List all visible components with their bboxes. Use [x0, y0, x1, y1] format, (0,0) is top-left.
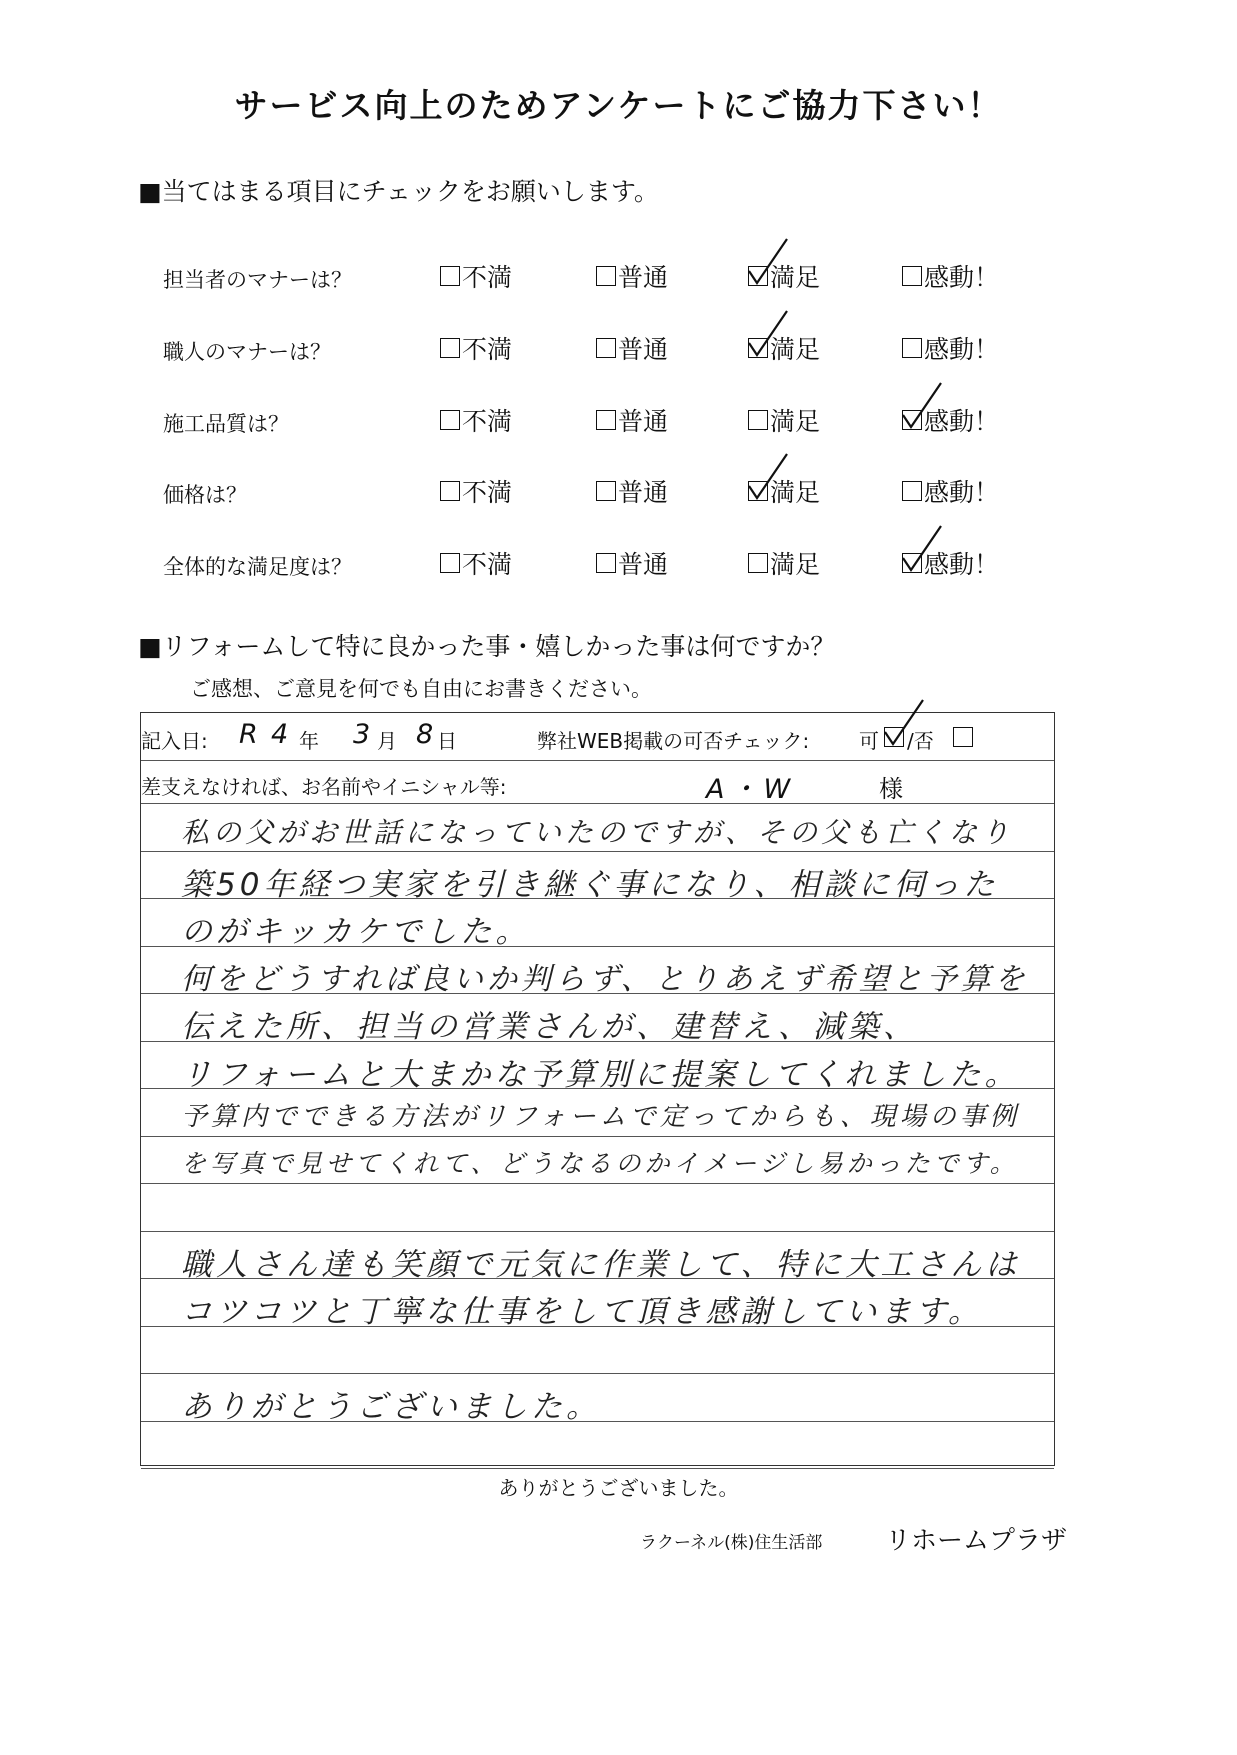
comment-form — [140, 712, 1055, 1466]
rating-option-label: 不満 — [462, 407, 513, 436]
rating-option-label: 不満 — [462, 335, 513, 364]
ruled-line — [141, 1183, 1054, 1184]
ruled-line — [141, 1136, 1054, 1137]
rating-option[interactable] — [440, 330, 512, 366]
comment-line: 予算内でできる方法がリフォームで定ってからも、現場の事例 — [181, 1102, 1020, 1132]
rating-option[interactable] — [748, 402, 820, 438]
rating-checkbox[interactable] — [596, 410, 616, 430]
rating-option-label: 普通 — [618, 550, 669, 579]
rating-option[interactable] — [748, 330, 820, 366]
rating-checkbox[interactable] — [440, 553, 460, 573]
comment-line: 築50年経つ実家を引き継ぐ事になり、相談に伺った — [181, 866, 999, 903]
web-no-label: /否 — [907, 729, 934, 753]
rating-checkbox[interactable] — [596, 266, 616, 286]
question-label: 施工品質は？ — [163, 412, 289, 436]
rating-option[interactable] — [596, 402, 668, 438]
rating-checkbox[interactable] — [902, 266, 922, 286]
rating-option[interactable] — [596, 473, 668, 509]
rating-option[interactable] — [596, 545, 668, 581]
rating-option[interactable] — [596, 258, 668, 294]
question-label: 価格は？ — [163, 483, 247, 507]
rating-checkbox[interactable] — [748, 481, 768, 501]
date-year[interactable]: 4 — [271, 719, 289, 750]
rating-checkbox[interactable] — [440, 410, 460, 430]
date-label: 記入日: — [141, 729, 208, 753]
rating-option-label: 感動！ — [924, 335, 1000, 364]
rating-option[interactable] — [440, 258, 512, 294]
web-no-checkbox[interactable] — [953, 727, 973, 747]
comment-line: を写真で見せてくれて、どうなるのかイメージし易かったです。 — [181, 1148, 1019, 1178]
comment-line: 伝えた所、担当の営業さんが、建替え、減築、 — [181, 1009, 918, 1045]
rating-checkbox[interactable] — [748, 266, 768, 286]
rating-checkbox[interactable] — [902, 553, 922, 573]
web-yes-checkbox[interactable] — [884, 727, 904, 747]
rating-option[interactable] — [748, 545, 820, 581]
rating-option-label: 不満 — [462, 478, 513, 507]
checkmark-icon — [901, 381, 947, 431]
company-name: ラクーネル(株)住生活部 — [640, 1533, 823, 1553]
rating-option[interactable] — [902, 545, 999, 581]
checkmark-icon — [747, 452, 793, 502]
month-label: 月 — [377, 729, 397, 753]
rating-checkbox[interactable] — [748, 410, 768, 430]
rating-option-label: 感動！ — [924, 478, 1000, 507]
section-comments-heading: ■リフォームして特に良かった事・嬉しかった事は何ですか？ — [138, 632, 836, 661]
rating-option[interactable] — [748, 473, 820, 509]
name-label: 差支えなければ、お名前やイニシャル等: — [141, 775, 507, 799]
ruled-line — [141, 1468, 1054, 1469]
rating-checkbox[interactable] — [902, 481, 922, 501]
checkmark-icon — [747, 309, 793, 359]
question-label: 担当者のマナーは？ — [163, 268, 352, 292]
rating-option[interactable] — [440, 545, 512, 581]
thanks-text: ありがとうございました。 — [498, 1476, 739, 1500]
rating-option-label: 普通 — [618, 478, 669, 507]
rating-checkbox[interactable] — [440, 338, 460, 358]
ruled-line — [141, 1373, 1054, 1374]
rating-option-label: 感動！ — [924, 407, 1000, 436]
rating-option-label: 満足 — [770, 263, 821, 292]
checkmark-icon — [901, 524, 947, 574]
checkmark-icon — [747, 237, 793, 287]
comment-line: リフォームと大まかな予算別に提案してくれました。 — [181, 1056, 1020, 1093]
rating-option[interactable] — [902, 330, 999, 366]
rating-checkbox[interactable] — [902, 338, 922, 358]
form-divider — [141, 803, 1054, 804]
rating-option-label: 感動！ — [924, 550, 1000, 579]
rating-option[interactable] — [440, 473, 512, 509]
section-checklist-heading: ■当てはまる項目にチェックをお願いします。 — [138, 177, 659, 206]
rating-checkbox[interactable] — [596, 338, 616, 358]
rating-option-label: 満足 — [770, 335, 821, 364]
rating-option-label: 満足 — [770, 550, 821, 579]
section-comments-subheading: ご感想、ご意見を何でも自由にお書きください。 — [190, 677, 652, 701]
rating-option-label: 普通 — [618, 335, 669, 364]
rating-checkbox[interactable] — [748, 553, 768, 573]
rating-option[interactable] — [902, 473, 999, 509]
rating-option[interactable] — [748, 258, 820, 294]
rating-checkbox[interactable] — [440, 481, 460, 501]
question-label: 職人のマナーは？ — [163, 340, 331, 364]
rating-option[interactable] — [596, 330, 668, 366]
department-name: リホームプラザ — [885, 1526, 1068, 1556]
rating-checkbox[interactable] — [748, 338, 768, 358]
survey-title: サービス向上のためアンケートにご協力下さい！ — [234, 86, 1003, 125]
rating-option[interactable] — [902, 402, 999, 438]
form-divider — [141, 760, 1054, 761]
rating-option-label: 満足 — [770, 407, 821, 436]
name-value[interactable]: A・W — [706, 774, 797, 805]
rating-checkbox[interactable] — [440, 266, 460, 286]
rating-option-label: 不満 — [462, 550, 513, 579]
rating-option-label: 普通 — [618, 263, 669, 292]
day-label: 日 — [437, 729, 457, 753]
rating-option[interactable] — [902, 258, 999, 294]
rating-option-label: 普通 — [618, 407, 669, 436]
rating-option-label: 感動！ — [924, 263, 1000, 292]
date-day[interactable]: 8 — [416, 719, 434, 750]
rating-checkbox[interactable] — [902, 410, 922, 430]
rating-checkbox[interactable] — [596, 481, 616, 501]
web-permission-label: 弊社WEB掲載の可否チェック: — [537, 729, 810, 753]
comment-line: 職人さん達も笑顔で元気に作業して、特に大工さんは — [181, 1246, 1021, 1283]
rating-option[interactable] — [440, 402, 512, 438]
comment-line: 何をどうすれば良いか判らず、とりあえず希望と予算を — [181, 961, 1029, 997]
date-month[interactable]: 3 — [353, 719, 371, 750]
year-label: 年 — [299, 729, 319, 753]
comment-line: 私の父がお世話になっていたのですが、その父も亡くなり — [181, 816, 1014, 849]
rating-option-label: 不満 — [462, 263, 513, 292]
comment-line: コツコツと丁寧な仕事をして頂き感謝しています。 — [181, 1294, 983, 1330]
comment-line: のがキッカケでした。 — [181, 914, 531, 950]
comment-line: ありがとうございました。 — [181, 1389, 601, 1425]
name-suffix: 様 — [879, 775, 903, 803]
question-label: 全体的な満足度は？ — [163, 555, 352, 579]
ruled-line — [141, 1231, 1054, 1232]
date-era[interactable]: R — [239, 719, 258, 750]
rating-checkbox[interactable] — [596, 553, 616, 573]
web-yes-label: 可 — [859, 729, 879, 753]
rating-option-label: 満足 — [770, 478, 821, 507]
